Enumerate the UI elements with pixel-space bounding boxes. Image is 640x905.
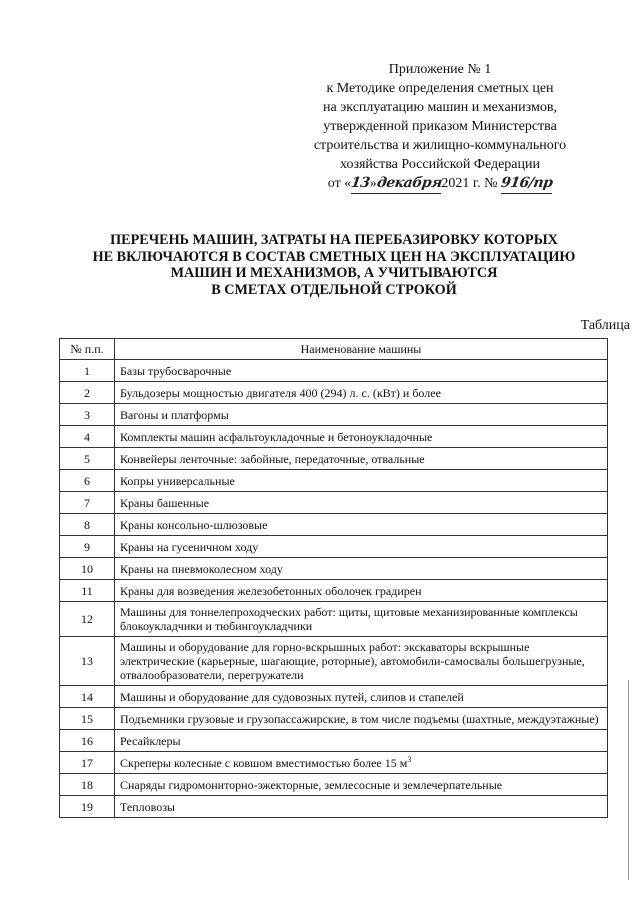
title-line: МАШИН И МЕХАНИЗМОВ, А УЧИТЫВАЮТСЯ: [170, 265, 498, 281]
row-machine-name: [115, 470, 608, 492]
row-number: 19: [60, 796, 115, 818]
row-number: 12: [60, 602, 115, 637]
row-number: 13: [60, 637, 115, 686]
table-row: [60, 492, 608, 514]
machine-name-text: Краны на гусеничном ходу: [120, 539, 259, 554]
appendix-line: утвержденной приказом Министерства: [323, 119, 557, 134]
row-number: 8: [60, 514, 115, 536]
row-machine-name: [115, 774, 608, 796]
row-machine-name: [115, 558, 608, 580]
appendix-line: строительства и жилищно-коммунального: [313, 138, 567, 153]
machine-name-text: Вагоны и платформы: [120, 407, 229, 422]
row-machine-name: [115, 580, 608, 602]
machine-name-text: Конвейеры ленточные: забойные, передаточные, отвальные: [120, 451, 425, 466]
table-row: [60, 686, 608, 708]
table-row: [60, 404, 608, 426]
date-mid: »: [369, 176, 377, 191]
row-number: 2: [60, 382, 115, 404]
machine-name-text: Бульдозеры мощностью двигателя 400 (294) л. с. (кВт) и более: [120, 385, 441, 400]
machine-name-text: Машины для тоннелепроходческих работ: щиты, щитовые механизированные комплексы блокоукладчики и тюбингоукладчики: [120, 605, 578, 633]
machine-name-text: Комплекты машин асфальтоукладочные и бетоноукладочные: [120, 429, 433, 444]
row-number: 5: [60, 448, 115, 470]
machine-name-text: Базы трубосварочные: [120, 363, 232, 378]
table-row: [60, 448, 608, 470]
table-row: [60, 708, 608, 730]
row-machine-name: [115, 686, 608, 708]
row-number: 9: [60, 536, 115, 558]
row-number: 14: [60, 686, 115, 708]
table-row: [60, 752, 608, 774]
table-row: [60, 602, 608, 637]
machine-name-text: Копры универсальные: [120, 473, 235, 488]
row-machine-name: [115, 360, 608, 382]
table-label: Таблица: [580, 318, 630, 333]
table-row: [60, 382, 608, 404]
row-machine-name: [115, 382, 608, 404]
machine-name-text: Краны на пневмоколесном ходу: [120, 561, 283, 576]
table-row: [60, 514, 608, 536]
row-machine-name: [115, 514, 608, 536]
scan-edge-mark: [628, 680, 629, 880]
table-row: [60, 426, 608, 448]
header-machine-name: Наименование машины: [115, 339, 608, 360]
machine-name-text: Машины и оборудование для судовозных путей, слипов и стапелей: [120, 689, 464, 704]
row-number: 7: [60, 492, 115, 514]
row-number: 15: [60, 708, 115, 730]
row-machine-name: [115, 730, 608, 752]
row-machine-name: [115, 448, 608, 470]
row-number: 6: [60, 470, 115, 492]
order-date-line: [240, 174, 640, 194]
row-machine-name: [115, 426, 608, 448]
table-row: [60, 536, 608, 558]
row-machine-name: [115, 708, 608, 730]
machine-name-text: Подъемники грузовые и грузопассажирские, в том числе подъемы (шахтные, междуэтажные): [120, 711, 599, 726]
machine-name-text: Краны башенные: [120, 495, 210, 510]
document-title: [40, 232, 628, 298]
row-number: 18: [60, 774, 115, 796]
table-row: [60, 360, 608, 382]
appendix-line: хозяйства Российской Федерации: [339, 157, 540, 172]
row-number: 11: [60, 580, 115, 602]
table-row: [60, 774, 608, 796]
appendix-line: Приложение № 1: [388, 62, 492, 77]
appendix-line: на эксплуатацию машин и механизмов,: [323, 100, 557, 115]
appendix-block: [240, 60, 640, 194]
handwritten-order-number: 916/пр: [499, 175, 554, 191]
row-number: 3: [60, 404, 115, 426]
row-number: 4: [60, 426, 115, 448]
date-year: 2021: [441, 176, 470, 191]
title-line: В СМЕТАХ ОТДЕЛЬНОЙ СТРОКОЙ: [211, 281, 457, 298]
machine-name-text: Скреперы колесные с ковшом вместимостью более 15 м: [120, 755, 408, 770]
machine-name-text: Краны консольно-шлюзовые: [120, 517, 268, 532]
machines-table: [59, 338, 608, 818]
table-body: [60, 360, 608, 818]
table-row: [60, 637, 608, 686]
row-number: 10: [60, 558, 115, 580]
table-row: [60, 470, 608, 492]
machine-name-text: Ресайклеры: [120, 733, 181, 748]
table-row: [60, 730, 608, 752]
row-number: 16: [60, 730, 115, 752]
row-machine-name: [115, 492, 608, 514]
row-number: 17: [60, 752, 115, 774]
table-row: [60, 796, 608, 818]
title-line: ПЕРЕЧЕНЬ МАШИН, ЗАТРАТЫ НА ПЕРЕБАЗИРОВКУ КОТОРЫХ: [110, 232, 558, 248]
handwritten-month: декабря: [375, 175, 443, 191]
row-machine-name: [115, 637, 608, 686]
row-machine-name: [115, 404, 608, 426]
machine-name-text: Снаряды гидромониторно-эжекторные, землесосные и землечерпательные: [120, 777, 503, 792]
row-machine-name: [115, 796, 608, 818]
table-row: [60, 580, 608, 602]
row-machine-name: [115, 536, 608, 558]
machine-name-text: Машины и оборудование для горно-вскрышных работ: экскаваторы вскрышные электрические (карьерные, шагающие, роторные), автомобили-самосвалы большегрузные, отвалообразователи, перегружатели: [120, 640, 585, 682]
handwritten-day: 13: [350, 175, 371, 191]
title-line: НЕ ВКЛЮЧАЮТСЯ В СОСТАВ СМЕТНЫХ ЦЕН НА ЭКСПЛУАТАЦИЮ: [92, 248, 576, 265]
date-suffix: г. №: [472, 176, 498, 191]
machine-name-text: Тепловозы: [120, 799, 175, 814]
row-machine-name: [115, 752, 608, 774]
table-row: [60, 558, 608, 580]
header-number: № п.п.: [60, 339, 115, 360]
appendix-line: к Методике определения сметных цен: [326, 81, 554, 96]
unit-superscript: 3: [407, 754, 412, 764]
row-number: 1: [60, 360, 115, 382]
machine-name-text: Краны для возведения железобетонных оболочек градирен: [120, 583, 422, 598]
row-machine-name: [115, 602, 608, 637]
table-header-row: [60, 339, 608, 360]
date-prefix: от «: [327, 176, 352, 191]
